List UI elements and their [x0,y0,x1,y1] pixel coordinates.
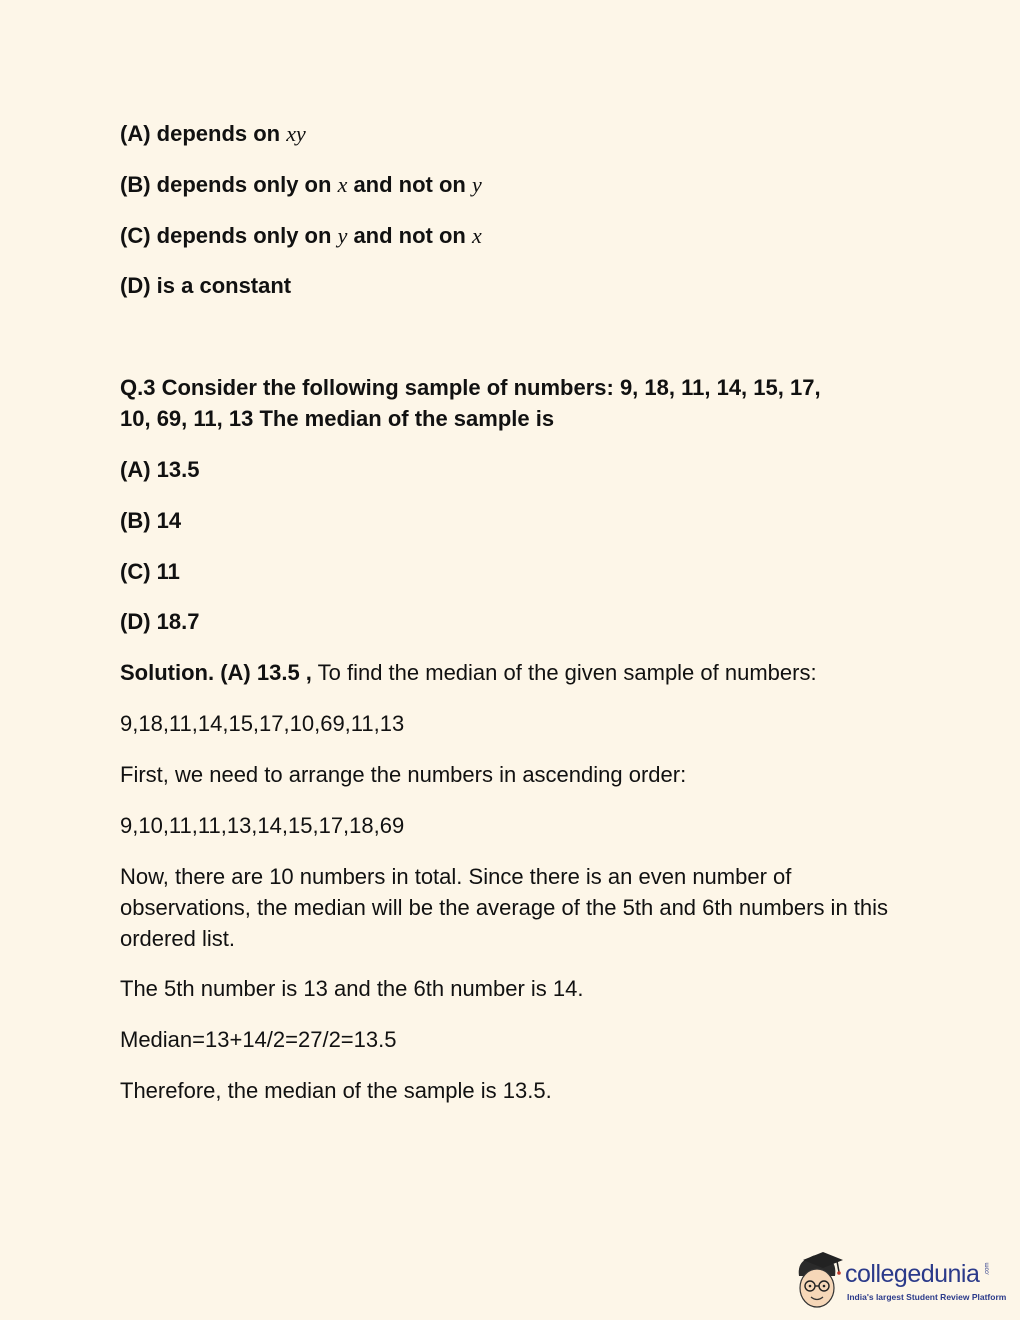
logo-suffix: .com [984,1262,991,1276]
logo-tagline: India's largest Student Review Platform [847,1292,1007,1302]
q2-option-b: (B) depends only on x and not on y [120,172,482,197]
collegedunia-logo [793,1250,1007,1310]
q2-option-d: (D) is a constant [120,273,292,298]
solution-intro: Solution. (A) 13.5 , To find the median of the given sample of numbers: [120,660,817,685]
solution-median-calc: Median=13+14/2=27/2=13.5 [120,1027,397,1052]
solution-label: Solution. (A) 13.5 , [120,660,312,685]
q3-question-line1: Q.3 Consider the following sample of numbers: 9, 18, 11, 14, 15, 17, [120,375,821,400]
solution-fifth-sixth: The 5th number is 13 and the 6th number is 14. [120,976,584,1001]
q3-option-c: (C) 11 [120,559,180,584]
q3-option-d: (D) 18.7 [120,609,200,634]
q3-question-line2: 10, 69, 11, 13 The median of the sample is [120,406,555,431]
solution-conclusion: Therefore, the median of the sample is 13.5. [120,1078,552,1103]
q3-option-a: (A) 13.5 [120,457,200,482]
q3-option-b: (B) 14 [120,508,182,533]
solution-explain: Now, there are 10 numbers in total. Since there is an even number of observations, the median will be the average of the 5th and 6th numbers in this ordered list. [120,864,889,951]
mascot-icon [793,1250,843,1310]
solution-sample: 9,18,11,14,15,17,10,69,11,13 [120,711,405,736]
q2-option-c: (C) depends only on y and not on x [120,223,482,248]
logo-wordmark: collegedunia [845,1260,980,1288]
q2-option-a: (A) depends on xy [120,121,306,146]
solution-step1: First, we need to arrange the numbers in ascending order: [120,762,687,787]
solution-sorted: 9,10,11,11,13,14,15,17,18,69 [120,813,405,838]
